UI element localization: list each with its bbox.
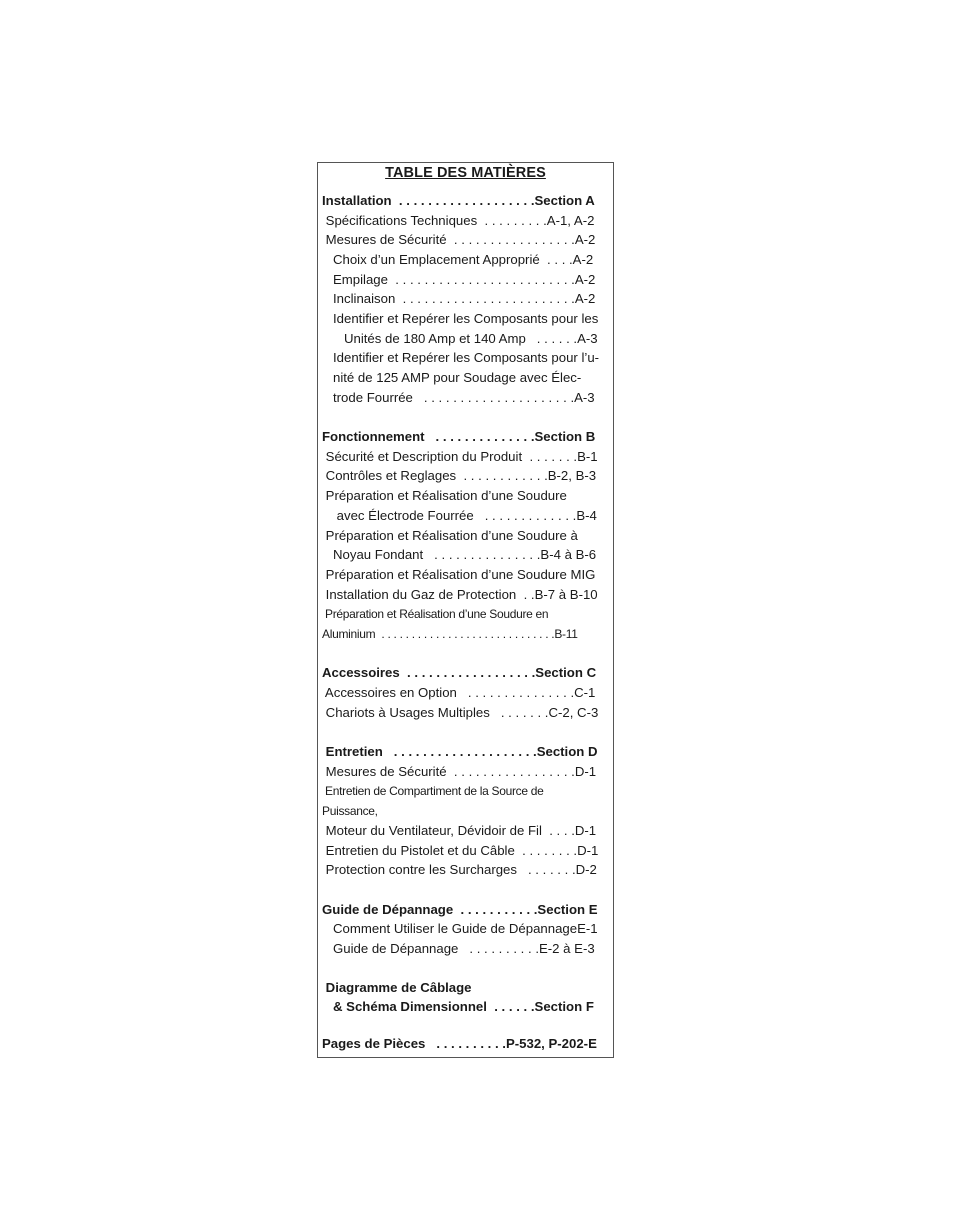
table-of-contents-box xyxy=(317,162,614,1058)
toc-section-heading: Entretien . . . . . . . . . . . . . . . . . . . .Section D xyxy=(322,744,598,759)
toc-entry: Préparation et Réalisation d’une Soudure en xyxy=(322,607,549,621)
toc-entry: Préparation et Réalisation d’une Soudure xyxy=(322,488,567,503)
toc-section-heading: Installation . . . . . . . . . . . . . . . . . . .Section A xyxy=(322,193,595,208)
toc-entry: Comment Utiliser le Guide de DépannageE-1 xyxy=(322,921,598,936)
toc-entry: Mesures de Sécurité . . . . . . . . . . . . . . . . .A-2 xyxy=(322,232,596,247)
toc-section-heading: Guide de Dépannage . . . . . . . . . . .Section E xyxy=(322,902,598,917)
toc-entry: Mesures de Sécurité . . . . . . . . . . . . . . . . .D-1 xyxy=(322,764,597,779)
toc-entry: Guide de Dépannage . . . . . . . . . .E-2 à E-3 xyxy=(322,941,595,956)
toc-section-heading: Diagramme de Câblage xyxy=(322,980,472,995)
toc-entry: Identifier et Repérer les Composants pour les xyxy=(322,311,599,326)
toc-entry: Contrôles et Reglages . . . . . . . . . . . .B-2, B-3 xyxy=(322,468,597,483)
toc-entry: nité de 125 AMP pour Soudage avec Élec- xyxy=(322,370,582,385)
toc-entry: Installation du Gaz de Protection . .B-7 à B-10 xyxy=(322,587,598,602)
toc-title: TABLE DES MATIÈRES xyxy=(385,165,546,181)
toc-entry: Moteur du Ventilateur, Dévidoir de Fil . . . .D-1 xyxy=(322,823,597,838)
toc-entry: Entretien de Compartiment de la Source de xyxy=(322,784,544,798)
toc-entry: Accessoires en Option . . . . . . . . . . . . . . .C-1 xyxy=(322,685,596,700)
toc-section-heading: Fonctionnement . . . . . . . . . . . . . .Section B xyxy=(322,429,596,444)
toc-entry: Puissance, xyxy=(322,804,378,818)
toc-entry: Chariots à Usages Multiples . . . . . . .C-2, C-3 xyxy=(322,705,599,720)
toc-entry: Entretien du Pistolet et du Câble . . . . . . . .D-1 xyxy=(322,843,599,858)
toc-entry: Noyau Fondant . . . . . . . . . . . . . . .B-4 à B-6 xyxy=(322,547,597,562)
toc-entry: Inclinaison . . . . . . . . . . . . . . . . . . . . . . . .A-2 xyxy=(322,291,596,306)
toc-section-heading: & Schéma Dimensionnel . . . . . .Section F xyxy=(322,999,594,1014)
toc-entry: Spécifications Techniques . . . . . . . . .A-1, A-2 xyxy=(322,213,595,228)
toc-entry: Préparation et Réalisation d’une Soudure MIG xyxy=(322,567,596,582)
toc-entry: Protection contre les Surcharges . . . . . . .D-2 xyxy=(322,862,597,877)
toc-entry: Identifier et Repérer les Composants pour l’u- xyxy=(322,350,600,365)
toc-entry: trode Fourrée . . . . . . . . . . . . . . . . . . . . .A-3 xyxy=(322,390,595,405)
toc-entry: Préparation et Réalisation d’une Soudure à xyxy=(322,528,578,543)
toc-section-heading: Pages de Pièces . . . . . . . . . .P-532, P-202-E xyxy=(322,1036,597,1051)
toc-entry: Sécurité et Description du Produit . . . . . . .B-1 xyxy=(322,449,598,464)
toc-section-heading: Accessoires . . . . . . . . . . . . . . . . . .Section C xyxy=(322,665,597,680)
toc-entry: Aluminium . . . . . . . . . . . . . . . . . . . . . . . . . . . . .B-11 xyxy=(322,627,578,641)
toc-entry: Choix d’un Emplacement Approprié . . . .A-2 xyxy=(322,252,594,267)
toc-entry: Empilage . . . . . . . . . . . . . . . . . . . . . . . . .A-2 xyxy=(322,272,596,287)
toc-entry: avec Électrode Fourrée . . . . . . . . . . . . .B-4 xyxy=(322,508,597,523)
toc-entry: Unités de 180 Amp et 140 Amp . . . . . .A-3 xyxy=(322,331,598,346)
